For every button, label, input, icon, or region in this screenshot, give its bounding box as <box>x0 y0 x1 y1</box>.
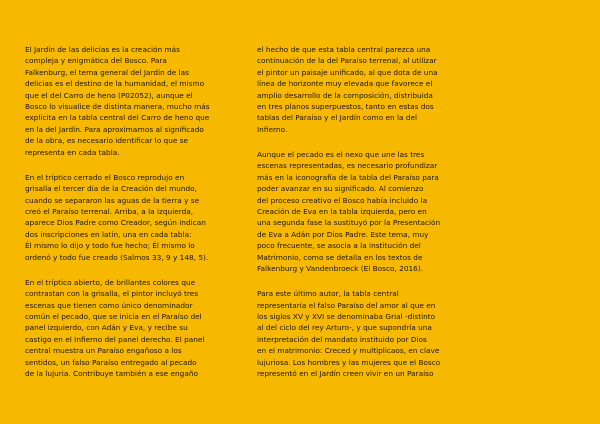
text-line: Falkenburg y Vandenbroeck (El Bosco, 2016). <box>257 264 424 273</box>
text-line: del proceso creativo el Bosco había incluido la <box>257 195 428 205</box>
text-line: que el del Carro de heno (P02052), aunque el <box>25 90 193 100</box>
text-line: poder avanzar en su significado. Al comienzo <box>257 184 424 194</box>
text-line: poco frecuente, se asocia a la institución del <box>257 241 421 251</box>
text-line: grisalla el tercer día de la Creación del mundo, <box>25 184 198 194</box>
text-line: escenas representadas, es necesario profundizar <box>257 161 438 171</box>
text-line: en el matrimonio: Creced y multiplicaos, en clave <box>257 346 440 356</box>
paragraph <box>25 44 261 158</box>
text-line: lujuriosa. Los hombres y las mujeres que el Bosco <box>257 357 441 367</box>
text-line: representaría el falso Paraíso del amor al que en <box>257 300 436 310</box>
text-line: dos inscripciones en latín, una en cada tabla: <box>25 229 192 239</box>
text-line: tablas del Paraíso y el Jardín como en la del <box>257 113 418 123</box>
text-line: línea de horizonte muy elevada que favorece el <box>257 79 433 89</box>
text-line: Creación de Eva en la tabla izquierda, pero en <box>257 206 427 216</box>
text-line: central muestra un Paraíso engañoso a los <box>25 346 182 356</box>
text-line: representó en el Jardín creen vivir en un Paraíso <box>257 368 434 378</box>
text-line: de Eva a Adán por Dios Padre. Este tema, muy <box>257 229 429 239</box>
text-line: los siglos XV y XVI se denominaba Grial -distinto <box>257 311 436 321</box>
text-line: castigo en el Infierno del panel derecho. El panel <box>25 334 205 344</box>
text-line: Falkenburg, el tema general del Jardín de las <box>25 67 189 77</box>
paragraph <box>25 277 261 380</box>
text-column-left <box>25 44 261 393</box>
text-line: escenas que tienen como único denominador <box>25 300 193 310</box>
text-line: de la obra, es necesario identificar lo que se <box>25 136 189 146</box>
text-line: Para este último autor, la tabla central <box>257 289 399 299</box>
text-line: panel izquierdo, con Adán y Eva, y recibe su <box>25 323 188 333</box>
text-line: al del ciclo del rey Arturo-, y que supondría una <box>257 323 432 333</box>
text-line: compleja y enigmática del Bosco. Para <box>25 56 167 66</box>
paragraph <box>257 149 493 274</box>
text-line: de la lujuria. Contribuye también a ese engaño <box>25 368 198 378</box>
text-line: continuación de la del Paraíso terrenal, al utilizar <box>257 56 437 66</box>
text-line: Bosco lo visualice de distinta manera, mucho más <box>25 102 210 112</box>
text-line: representa en cada tabla. <box>25 147 120 157</box>
text-line: contrastan con la grisalla, el pintor incluyó tres <box>25 289 199 299</box>
text-line: Matrimonio, como se detalla en los textos de <box>257 252 423 262</box>
text-line: cuando se separaron las aguas de la tierra y se <box>25 195 200 205</box>
text-line: el pintor un paisaje unificado, al que dota de una <box>257 67 438 77</box>
paragraph <box>25 172 261 263</box>
text-line: en tres planos superpuestos, tanto en estas dos <box>257 102 434 112</box>
text-line: creó el Paraíso terrenal. Arriba, a la izquierda, <box>25 206 194 216</box>
text-line: En el tríptico cerrado el Bosco reprodujo en <box>25 172 185 182</box>
text-line: delicias es el destino de la humanidad, el mismo <box>25 79 205 89</box>
text-line: sentidos, un falso Paraíso entregado al pecado <box>25 357 197 367</box>
text-line: Infierno. <box>257 124 288 134</box>
paragraph <box>257 44 493 135</box>
text-line: en la del Jardín. Para aproximarnos al significado <box>25 124 204 134</box>
text-line: el hecho de que esta tabla central parezca una <box>257 45 431 54</box>
text-column-right <box>257 44 493 393</box>
text-line: Aunque el pecado es el nexo que une las tres <box>257 149 425 159</box>
text-line: ordenó y todo fue creado (Salmos 33, 9 y 148, 5). <box>25 252 209 262</box>
paragraph <box>257 288 493 379</box>
text-line: común el pecado, que se inicia en el Paraíso del <box>25 311 202 321</box>
text-line: amplio desarrollo de la composición, distribuida <box>257 90 433 100</box>
text-line: una segunda fase la sustituyó por la Presentación <box>257 218 441 228</box>
text-line: aparece Dios Padre como Creador, según indican <box>25 218 206 228</box>
text-line: interpretación del mandato instituido por Dios <box>257 334 427 344</box>
text-line: más en la iconografía de la tabla del Paraíso para <box>257 172 439 182</box>
text-line: El Jardín de las delicias es la creación más <box>25 45 180 54</box>
text-line: En el tríptico abierto, de brillantes colores que <box>25 277 196 287</box>
text-line: explícita en la tabla central del Carro de heno que <box>25 113 210 123</box>
text-line: Él mismo lo dijo y todo fue hecho; Él mismo lo <box>25 241 195 251</box>
